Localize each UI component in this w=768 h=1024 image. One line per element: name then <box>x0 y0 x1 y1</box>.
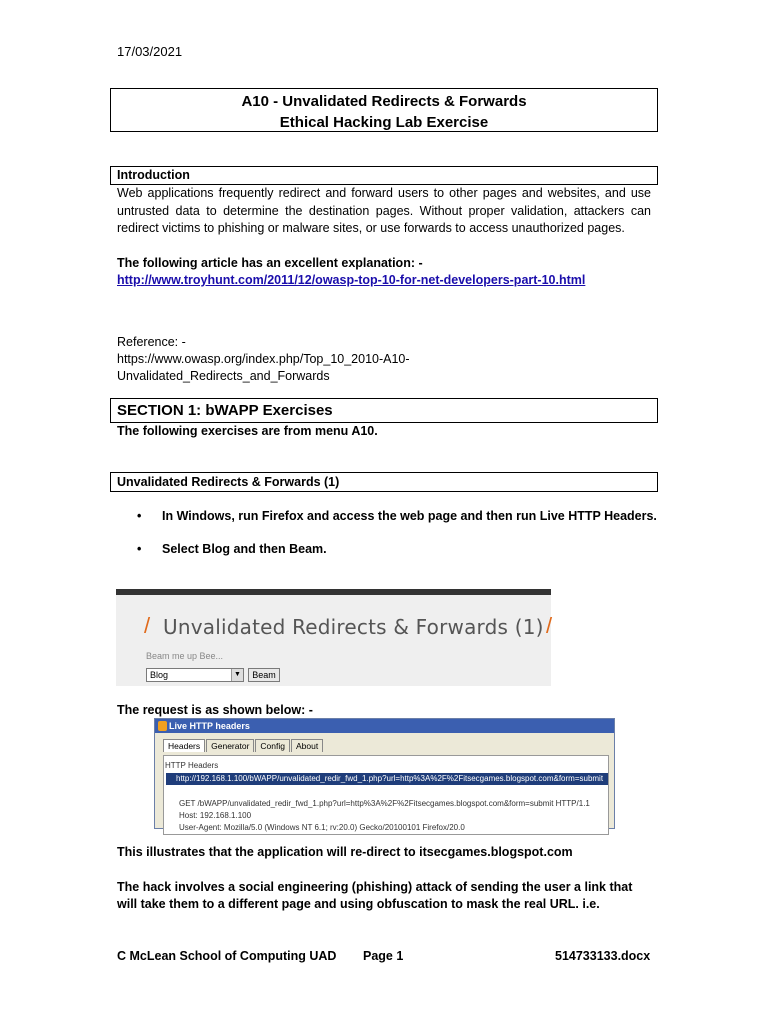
bwapp-screenshot <box>116 589 551 686</box>
beam-button[interactable]: Beam <box>248 668 280 682</box>
live-http-headers-screenshot <box>154 718 615 832</box>
hack-text: The hack involves a social engineering (phishing) attack of sending the user a link that will take them to a different page and using obfuscation to mask the real URL. i.e. <box>117 880 633 911</box>
blog-select[interactable] <box>146 668 244 682</box>
title-line-2: Ethical Hacking Lab Exercise <box>279 114 489 131</box>
reference-label: Reference: - <box>117 335 186 349</box>
bwapp-heading: Unvalidated Redirects & Forwards (1) <box>163 615 544 639</box>
request-text: The request is as shown below: - <box>117 703 313 717</box>
section-1-note: The following exercises are from menu A10. <box>117 424 378 438</box>
window-title: Live HTTP headers <box>169 721 250 731</box>
tab-about[interactable]: About <box>291 739 323 752</box>
app-icon <box>158 721 167 731</box>
tab-config[interactable]: Config <box>255 739 290 752</box>
title-box <box>110 88 658 132</box>
user-agent-line: User-Agent: Mozilla/5.0 (Windows NT 6.1; rv:20.0) Gecko/20100101 Firefox/20.0 <box>179 823 465 832</box>
footer-page: Page 1 <box>363 949 404 963</box>
select-value: Blog <box>150 670 169 680</box>
beam-label: Beam me up Bee... <box>146 651 224 661</box>
article-link[interactable]: http://www.troyhunt.com/2011/12/owasp-top-10-for-net-developers-part-10.html <box>117 273 586 287</box>
document-date: 17/03/2021 <box>117 44 183 59</box>
footer-file: 514733133.docx <box>555 949 651 963</box>
introduction-section <box>117 185 651 290</box>
bullet-item <box>137 509 657 523</box>
title-line-1: A10 - Unvalidated Redirects & Forwards <box>241 93 527 110</box>
bullet-text: Select Blog and then Beam. <box>162 542 327 556</box>
tab-bar <box>163 739 324 752</box>
footer-author: C McLean School of Computing UAD <box>117 949 337 963</box>
introduction-paragraph: Web applications frequently redirect and forward users to other pages and websites, and use untrusted data to determine the destination pages. Without proper validation, attackers can redirect victims to phishing or malware sites, or use forwards to access unauthorized pages. <box>117 186 651 235</box>
request-url-row[interactable]: http://192.168.1.100/bWAPP/unvalidated_redir_fwd_1.php?url=http%3A%2F%2Fitsecgames.blogspot.com&form=submit <box>166 773 608 785</box>
introduction-heading: Introduction <box>110 166 658 185</box>
slash-decoration: / <box>546 613 553 638</box>
reference-url-line-2: Unvalidated_Redirects_and_Forwards <box>117 369 330 383</box>
section-1-heading: SECTION 1: bWAPP Exercises <box>110 398 658 423</box>
bullet-icon: • <box>137 509 142 523</box>
reference-block <box>117 334 410 385</box>
bullet-icon: • <box>137 542 142 556</box>
get-line: GET /bWAPP/unvalidated_redir_fwd_1.php?url=http%3A%2F%2Fitsecgames.blogspot.com&form=submit HTTP/1.1 <box>179 799 590 808</box>
host-line: Host: 192.168.1.100 <box>179 811 252 820</box>
illustrates-text: This illustrates that the application will re-direct to itsecgames.blogspot.com <box>117 845 573 859</box>
chevron-down-icon: ▼ <box>231 669 243 681</box>
subsection-heading: Unvalidated Redirects & Forwards (1) <box>110 472 658 492</box>
slash-decoration: / <box>144 613 151 638</box>
bullet-item <box>137 542 327 556</box>
reference-url-line-1: https://www.owasp.org/index.php/Top_10_2010-A10- <box>117 352 410 366</box>
bullet-text: In Windows, run Firefox and access the web page and then run Live HTTP Headers. <box>162 509 657 523</box>
tab-generator[interactable]: Generator <box>206 739 254 752</box>
window-titlebar <box>155 719 614 733</box>
tab-headers[interactable]: Headers <box>163 739 205 752</box>
panel-heading: HTTP Headers <box>165 761 219 770</box>
article-text: The following article has an excellent explanation: - <box>117 255 423 270</box>
